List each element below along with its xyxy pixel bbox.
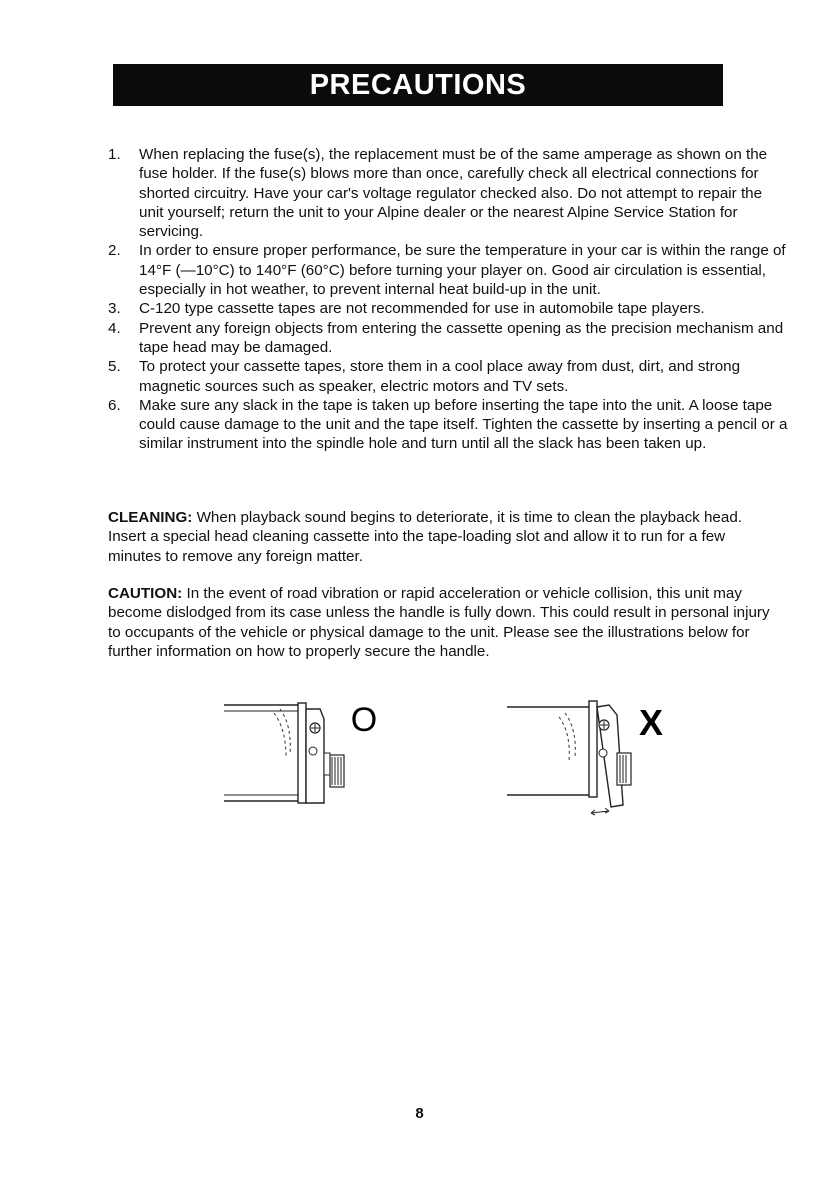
list-item [108,145,788,241]
header-banner [113,64,723,106]
caution-paragraph [108,584,778,661]
wrong-mark: X [638,702,664,743]
correct-mark: O [350,701,378,739]
item-text: Make sure any slack in the tape is taken up before inserting the tape into the unit. A loose tape could cause damage to the unit and the tape itself. Tighten the cassette by inserting a pencil or a similar instrument into the spindle hole and turn until all the slack has been taken up. [139,396,788,453]
item-number: 2. [108,242,121,260]
page-title: PRECAUTIONS [309,68,527,101]
item-number: 1. [108,146,121,163]
item-text: Prevent any foreign objects from entering the cassette opening as the precision mechanism and tape head may be damaged. [139,319,784,356]
item-number: 3. [108,300,121,318]
cleaning-paragraph [108,508,778,566]
item-number: 5. [108,358,121,376]
item-text: C-120 type cassette tapes are not recommended for use in automobile tape players. [139,300,705,318]
cleaning-label: CLEANING: [108,509,193,526]
caution-text: In the event of road vibration or rapid acceleration or vehicle collision, this unit may become dislodged from its case unless the handle is fully down. This could result in personal injury to occupants of the vehicle or physical damage to the unit. Please see the illustrations below for further information on how to properly secure the handle. [108,585,770,660]
precautions-list [108,145,788,454]
list-item [108,241,788,299]
page-number: 8 [415,1105,424,1122]
list-item [108,357,788,396]
item-number: 4. [108,319,121,337]
cleaning-text: When playback sound begins to deteriorate, it is time to clean the playback head. Insert a special head cleaning cassette into the tape-loading slot and allow it to run for a few minutes to remove any foreign matter. [108,509,742,565]
list-item [108,299,788,318]
handle-wrong-illustration [505,695,685,820]
list-item [108,396,788,454]
handle-correct-illustration [220,695,400,815]
item-text: In order to ensure proper performance, be sure the temperature in your car is within the range of 14°F (—10°C) to 140°F (60°C) before turning your player on. Good air circulation is essential, especially in hot weather, to prevent internal heat build-up in the unit. [139,242,786,299]
item-text: When replacing the fuse(s), the replacement must be of the same amperage as shown on the fuse holder. If the fuse(s) blows more than once, carefully check all electrical connections for shorted circuitry. Have your car's voltage regulator checked also. Do not attempt to repair the unit yourself; return the unit to your Alpine dealer or the nearest Alpine Service Station for servicing. [139,146,768,241]
caution-label: CAUTION: [108,585,183,602]
item-number: 6. [108,396,121,414]
item-text: To protect your cassette tapes, store them in a cool place away from dust, dirt, and strong magnetic sources such as speaker, electric motors and TV sets. [139,358,741,395]
list-item [108,319,788,358]
